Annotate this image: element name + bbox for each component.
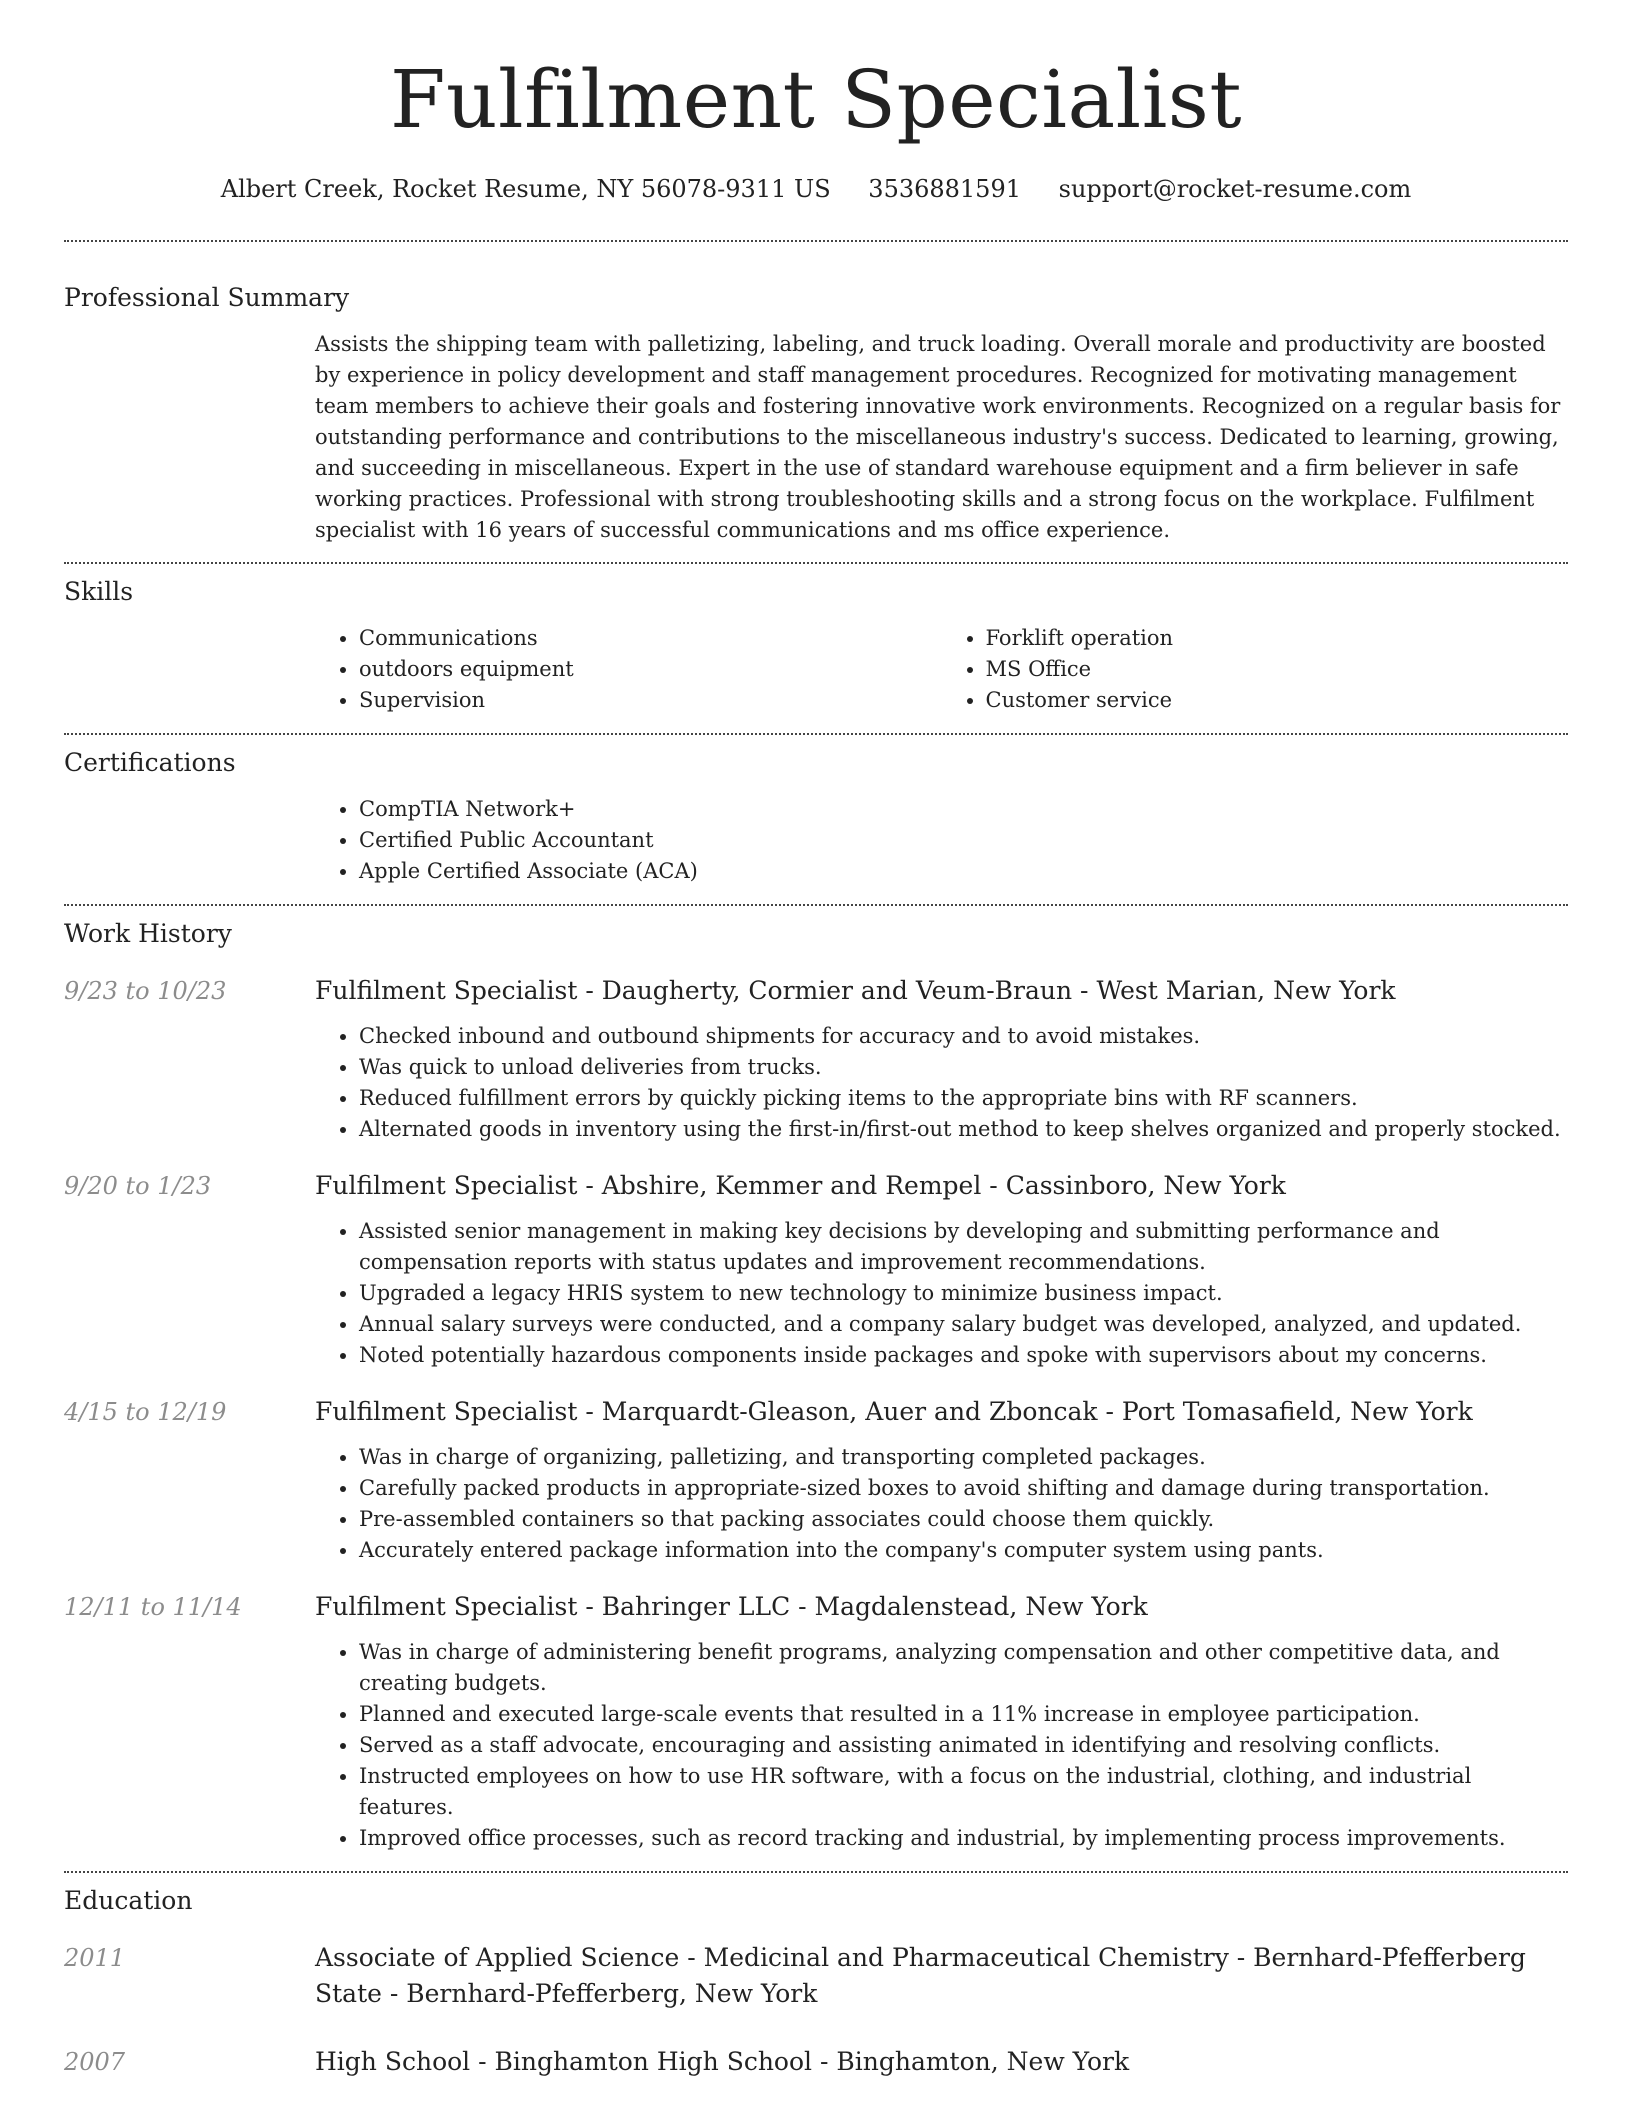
job-entry (64, 1394, 1568, 1566)
education-year: 2007 (64, 2048, 126, 2076)
skills-list-right (942, 623, 1569, 716)
education-heading: Education (64, 1886, 193, 1915)
list-item: • Forklift operation (986, 623, 1569, 654)
list-item: • Reduced fulfillment errors by quickly picking items to the appropriate bins with RF scanners. (359, 1083, 1568, 1114)
job-role: Fulfilment Specialist (315, 1171, 578, 1200)
list-item: • Was in charge of organizing, palletizing, and transporting completed packages. (359, 1442, 1568, 1473)
list-item: • Communications (359, 623, 942, 654)
list-item: • Customer service (986, 685, 1569, 716)
education-section (0, 1873, 1632, 2080)
education-school: - Binghamton High School - Binghamton, New York (470, 2047, 1130, 2076)
job-role: Fulfilment Specialist (315, 1397, 578, 1426)
job-role: Fulfilment Specialist (315, 1592, 578, 1621)
contact-phone: 3536881591 (868, 175, 1021, 203)
job-entry (64, 1589, 1568, 1854)
list-item: • Instructed employees on how to use HR software, with a focus on the industrial, clothing, and industrial features. (359, 1761, 1568, 1823)
list-item: • MS Office (986, 654, 1569, 685)
resume-header (0, 0, 1632, 206)
summary-section (0, 242, 1632, 546)
list-item: • Carefully packed products in appropriate-sized boxes to avoid shifting and damage during transportation. (359, 1473, 1568, 1504)
job-employer: - Abshire, Kemmer and Rempel - Cassinboro, New York (577, 1171, 1286, 1200)
job-entry (64, 973, 1568, 1145)
job-title (315, 1394, 1568, 1430)
job-title (315, 973, 1568, 1009)
list-item: • Apple Certified Associate (ACA) (359, 856, 1568, 887)
job-role: Fulfilment Specialist (315, 976, 578, 1005)
job-bullets (315, 1637, 1568, 1854)
education-year: 2011 (64, 1944, 126, 1972)
list-item: • Pre-assembled containers so that packing associates could choose them quickly. (359, 1504, 1568, 1535)
job-dates: 9/20 to 1/23 (64, 1172, 212, 1200)
job-title (315, 1168, 1568, 1204)
job-employer: - Daugherty, Cormier and Veum-Braun - West Marian, New York (577, 976, 1396, 1005)
job-entry (64, 1168, 1568, 1371)
job-bullets (315, 1216, 1568, 1371)
certifications-section (0, 735, 1632, 887)
candidate-name: Fulfilment Specialist (389, 53, 1243, 146)
contact-address: Albert Creek, Rocket Resume, NY 56078-9311 US (220, 175, 831, 203)
list-item: • Planned and executed large-scale events that resulted in a 11% increase in employee participation. (359, 1699, 1568, 1730)
list-item: • Served as a staff advocate, encouraging and assisting animated in identifying and resolving conflicts. (359, 1730, 1568, 1761)
list-item: • Alternated goods in inventory using the first-in/first-out method to keep shelves organized and properly stocked. (359, 1114, 1568, 1145)
job-bullets (315, 1442, 1568, 1566)
skills-heading: Skills (64, 577, 134, 606)
list-item: • Noted potentially hazardous components inside packages and spoke with supervisors about my concerns. (359, 1340, 1568, 1371)
list-item: • Was quick to unload deliveries from trucks. (359, 1052, 1568, 1083)
job-dates: 12/11 to 11/14 (64, 1593, 242, 1621)
list-item: • Was in charge of administering benefit programs, analyzing compensation and other competitive data, and creating budgets. (359, 1637, 1568, 1699)
certifications-heading: Certifications (64, 748, 236, 777)
skills-list-left (315, 623, 942, 716)
list-item: • outdoors equipment (359, 654, 942, 685)
list-item: • Checked inbound and outbound shipments for accuracy and to avoid mistakes. (359, 1021, 1568, 1052)
list-item: • Supervision (359, 685, 942, 716)
education-field: - Medicinal and Pharmaceutical Chemistry (679, 1943, 1229, 1972)
education-entry (64, 1940, 1568, 2012)
list-item: • CompTIA Network+ (359, 794, 1568, 825)
education-degree: High School (315, 2047, 471, 2076)
job-dates: 4/15 to 12/19 (64, 1398, 227, 1426)
contact-email: support@rocket-resume.com (1058, 175, 1412, 203)
summary-heading: Professional Summary (64, 283, 350, 312)
education-degree: Associate of Applied Science (315, 1943, 680, 1972)
skills-section (0, 564, 1632, 716)
job-employer: - Marquardt-Gleason, Auer and Zboncak - Port Tomasafield, New York (577, 1397, 1473, 1426)
job-dates: 9/23 to 10/23 (64, 977, 227, 1005)
summary-text: Assists the shipping team with palletizing, labeling, and truck loading. Overall morale and productivity are boosted by experience in policy development and staff management procedures. Recognized for motivating management team members to achieve their goals and fostering innovative work environments. Recognized on a regular basis for outstanding performance and contributions to the miscellaneous industry's success. Dedicated to learning, growing, and succeeding in miscellaneous. Expert in the use of standard warehouse equipment and a firm believer in safe working practices. Professional with strong troubleshooting skills and a strong focus on the workplace. Fulfilment specialist with 16 years of successful communications and ms office experience. (315, 332, 1561, 542)
list-item: • Accurately entered package information into the company's computer system using pants. (359, 1535, 1568, 1566)
contact-line (0, 172, 1632, 206)
list-item: • Certified Public Accountant (359, 825, 1568, 856)
education-title (315, 1940, 1568, 2012)
certifications-list (315, 794, 1568, 887)
list-item: • Upgraded a legacy HRIS system to new technology to minimize business impact. (359, 1278, 1568, 1309)
education-title (315, 2044, 1568, 2080)
list-item: • Annual salary surveys were conducted, and a company salary budget was developed, analyzed, and updated. (359, 1309, 1568, 1340)
job-employer: - Bahringer LLC - Magdalenstead, New York (577, 1592, 1148, 1621)
list-item: • Assisted senior management in making key decisions by developing and submitting performance and compensation reports with status updates and improvement recommendations. (359, 1216, 1568, 1278)
work-history-section (0, 906, 1632, 1854)
list-item: • Improved office processes, such as record tracking and industrial, by implementing process improvements. (359, 1823, 1568, 1854)
education-entry (64, 2044, 1568, 2080)
job-bullets (315, 1021, 1568, 1145)
work-history-heading: Work History (64, 919, 232, 948)
job-title (315, 1589, 1568, 1625)
education-school: - Bernhard-Pfefferberg State - Bernhard-Pfefferberg, New York (315, 1943, 1526, 2008)
